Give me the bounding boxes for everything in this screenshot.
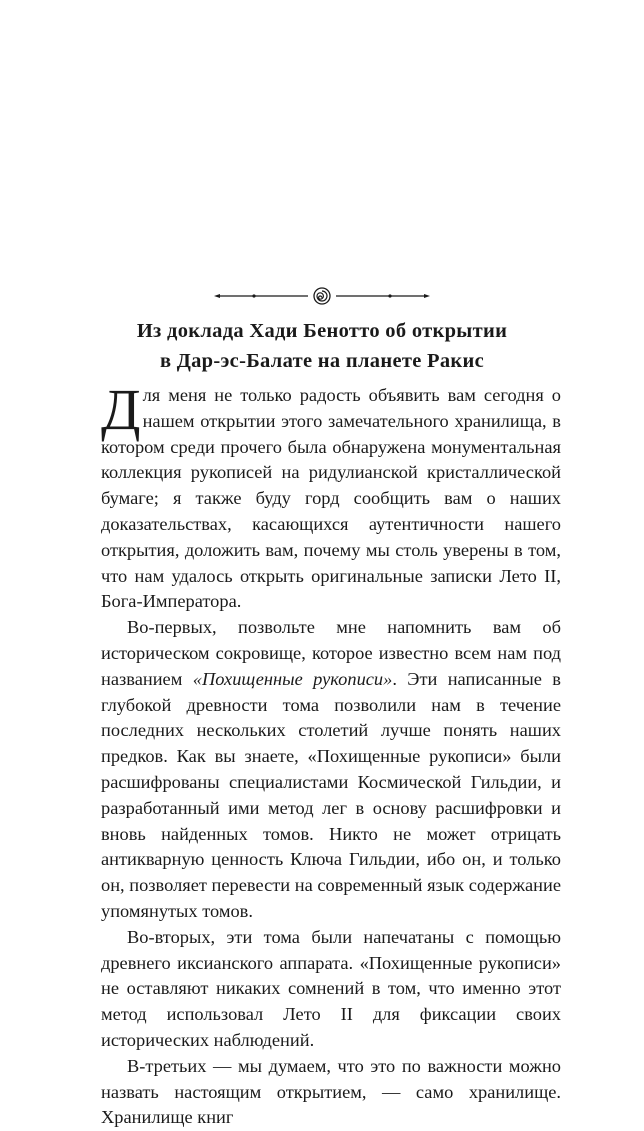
- body-text: [101, 377, 561, 1131]
- chapter-heading: [60, 316, 584, 376]
- paragraph-2-text-a: Во-первых, позвольте мне напомнить вам об историческом сокровище, которое известно всем нам под названием: [101, 617, 561, 689]
- ornament-divider: [0, 286, 644, 306]
- paragraph-1-text: ля меня не только радость объявить вам сегодня о нашем открытии этого замечательного хранилища, в котором среди прочего была обнаружена монументальная коллекция рукописей на ридулианской кристаллической бумаге; я также буду горд сообщить вам о наших доказательствах, касающихся аутентичности нашего открытия, доложить вам, почему мы столь уверены в том, что нам удалось открыть оригинальные записки Лето II, Бога-Императора.: [101, 385, 561, 612]
- paragraph-3-text: Во-вторых, эти тома были напечатаны с помощью древнего иксианского аппарата. «Похищенные рукописи» не оставляют никаких сомнений в том, что именно этот метод использовал Лето II для фиксации своих исторических наблюдений.: [101, 926, 561, 1050]
- heading-line-1: Из доклада Хади Бенотто об открытии: [136, 320, 508, 342]
- heading-line-2: в Дар-эс-Балате на планете Ракис: [159, 350, 485, 372]
- paragraph-1: [101, 377, 561, 615]
- paragraph-2: [101, 615, 561, 925]
- paragraph-2-text-b: . Эти написанные в глубокой древности тома позволили нам в течение последних нескольких столетий лучше понять наших предков. Как вы знаете, «Похищенные рукописи» были расшифрованы специалистами Космической Гильдии, и разработанный ими метод лег в основу расшифровки и вновь найденных томов. Никто не может отрицать антикварную ценность Ключа Гильдии, ибо он, и только он, позволяет перевести на современный язык содержание упомянутых томов.: [101, 668, 561, 921]
- drop-cap: Д: [101, 377, 141, 442]
- paragraph-3: [101, 925, 561, 1054]
- paragraph-2-italic-title: «Похищенные рукописи»: [192, 668, 393, 689]
- paragraph-4-text: В-третьих — мы думаем, что это по важности можно назвать настоящим открытием, — само хранилище. Хранилище книг: [101, 1055, 561, 1128]
- swirl-ornament-icon: [212, 286, 432, 306]
- paragraph-4: [101, 1054, 561, 1131]
